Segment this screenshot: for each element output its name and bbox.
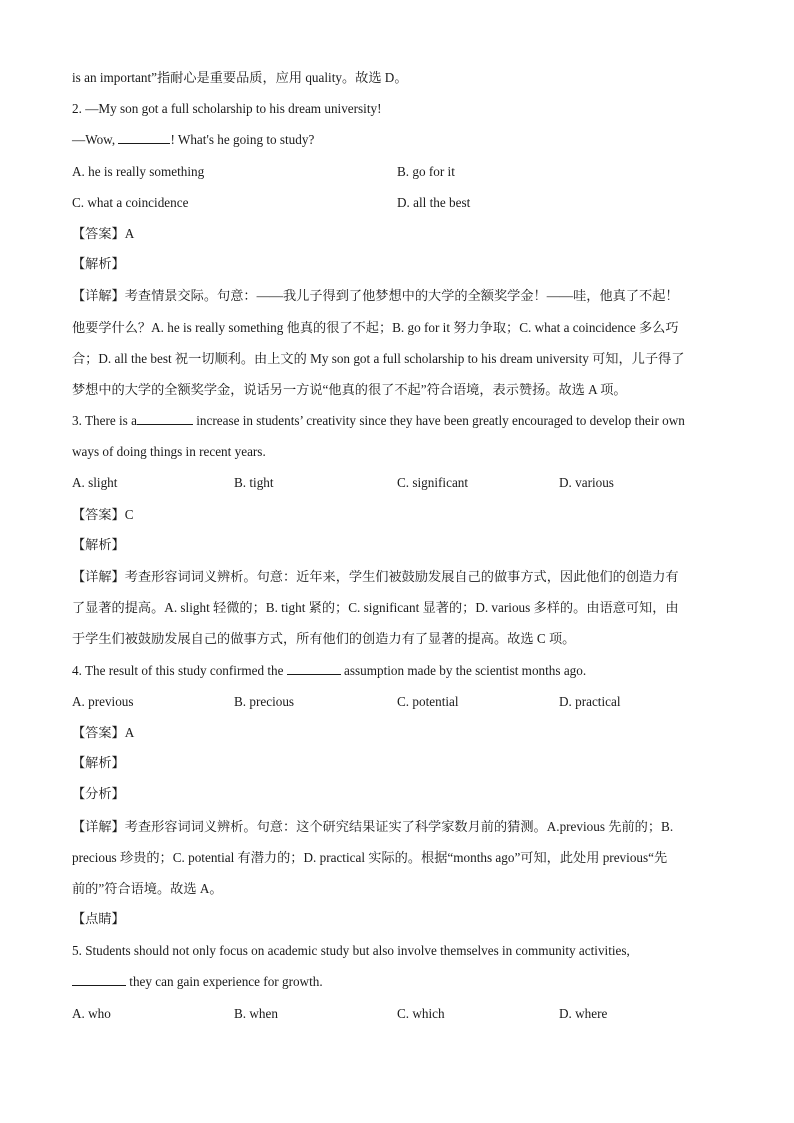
q3-answer bbox=[72, 499, 732, 530]
q4-detail-tag: 【详解】 bbox=[72, 819, 125, 835]
q2-options-row2 bbox=[72, 187, 732, 218]
q4-option-d: D. practical bbox=[559, 693, 621, 709]
document-page bbox=[72, 62, 732, 1029]
q3-option-d: D. various bbox=[559, 475, 614, 491]
q3-analysis-tag: 【解析】 bbox=[72, 537, 125, 553]
q3-stem-line1 bbox=[72, 405, 732, 436]
q2-stem-part-b: ! What's he going to study? bbox=[170, 132, 315, 148]
q3-detail-line bbox=[72, 561, 732, 592]
q2-detail-line: 合；D. all the best 祝一切顺利。由上文的 My son got a full scholarship to his dream university 可知，儿子得了 bbox=[72, 350, 685, 366]
q3-detail-text: 考查形容词词义辨析。句意：近年来，学生们被鼓励发展自己的做事方式，因此他们的创造力有 bbox=[124, 569, 679, 584]
q3-option-c: C. significant bbox=[397, 475, 469, 491]
q4-answer-value: A bbox=[124, 724, 135, 740]
q2-detail-line bbox=[72, 280, 732, 311]
q5-stem-line1: 5. Students should not only focus on academic study but also involve themselves in community activities, bbox=[72, 943, 630, 959]
q2-stem-part-a: —Wow, bbox=[72, 132, 119, 148]
q4-detail-line: precious 珍贵的；C. potential 有潜力的；D. practical 实际的。根据“months ago”可知，此处用 previous“先 bbox=[72, 849, 668, 865]
q3-options bbox=[72, 467, 732, 498]
q4-analysis-tag: 【解析】 bbox=[72, 756, 125, 772]
q4-detail-text: 考查形容词词义辨析。句意：这个研究结果证实了科学家数月前的猜测。A.previous 先前的；B. bbox=[124, 818, 674, 834]
q5-option-c: C. which bbox=[397, 1005, 445, 1021]
q4-answer-tag: 【答案】 bbox=[72, 725, 125, 741]
q4-fenxi-tag: 【分析】 bbox=[72, 787, 125, 803]
q3-answer-value: C bbox=[124, 506, 134, 522]
q2-option-b: B. go for it bbox=[397, 163, 455, 179]
q2-option-d: D. all the best bbox=[397, 194, 471, 210]
q3-option-b: B. tight bbox=[234, 475, 274, 491]
q3-answer-tag: 【答案】 bbox=[72, 507, 125, 523]
q5-option-d: D. where bbox=[559, 1005, 608, 1021]
q5-option-a: A. who bbox=[72, 1005, 111, 1021]
q5-option-b: B. when bbox=[234, 1005, 278, 1021]
q2-answer bbox=[72, 218, 732, 249]
q3-detail-line: 于学生们被鼓励发展自己的做事方式，所有他们的创造力有了显著的提高。故选 C 项。 bbox=[72, 631, 576, 647]
q2-option-a: A. he is really something bbox=[72, 163, 205, 179]
q4-answer bbox=[72, 717, 732, 748]
q5-options bbox=[72, 998, 732, 1029]
q4-dianjing-tag: 【点睛】 bbox=[72, 912, 125, 928]
q4-detail-line: 前的”符合语境。故选 A。 bbox=[72, 880, 223, 896]
q2-blank bbox=[118, 131, 170, 144]
q2-answer-tag: 【答案】 bbox=[72, 226, 125, 242]
q2-stem-line2 bbox=[72, 124, 732, 155]
q3-stem-part-a: 3. There is a bbox=[72, 413, 137, 429]
continuation-text: is an important”指耐心是重要品质，应用 quality。故选 D。 bbox=[72, 70, 408, 85]
q2-detail-line: 他要学什么？A. he is really something 他真的很了不起；B. go for it 努力争取；C. what a coincidence 多么巧 bbox=[72, 319, 679, 335]
q5-stem-part-b: they can gain experience for growth. bbox=[126, 974, 323, 990]
q4-detail-line bbox=[72, 811, 732, 842]
q4-option-b: B. precious bbox=[234, 693, 295, 709]
q5-blank bbox=[72, 973, 126, 986]
q4-option-c: C. potential bbox=[397, 693, 459, 709]
q4-blank bbox=[287, 662, 341, 675]
q4-stem-part-a: 4. The result of this study confirmed the bbox=[72, 662, 287, 678]
q4-stem bbox=[72, 655, 732, 686]
q3-stem-line2: ways of doing things in recent years. bbox=[72, 444, 266, 460]
q3-detail-line: 了显著的提高。A. slight 轻微的；B. tight 紧的；C. significant 显著的；D. various 多样的。由语意可知，由 bbox=[72, 600, 679, 616]
q5-stem-line2 bbox=[72, 966, 732, 997]
q2-detail-tag: 【详解】 bbox=[72, 289, 125, 305]
q3-stem-part-b: increase in students’ creativity since they have been greatly encouraged to develop their own bbox=[192, 413, 685, 429]
q3-detail-tag: 【详解】 bbox=[72, 570, 125, 585]
q2-option-c: C. what a coincidence bbox=[72, 194, 189, 210]
q2-analysis-tag: 【解析】 bbox=[72, 257, 125, 273]
q3-blank bbox=[137, 412, 193, 425]
q4-option-a: A. previous bbox=[72, 693, 134, 709]
q3-option-a: A. slight bbox=[72, 475, 118, 491]
q4-options bbox=[72, 686, 732, 717]
q4-stem-part-b: assumption made by the scientist months ago. bbox=[340, 662, 587, 678]
q2-detail-line: 梦想中的大学的全额奖学金，说话另一方说“他真的很了不起”符合语境，表示赞扬。故选 A 项。 bbox=[72, 381, 627, 397]
q2-answer-value: A bbox=[124, 225, 135, 241]
q2-options-row1 bbox=[72, 156, 732, 187]
q2-detail-text: 考查情景交际。句意：——我儿子得到了他梦想中的大学的全额奖学金！——哇，他真了不起！ bbox=[124, 288, 679, 304]
q2-stem-line1: 2. —My son got a full scholarship to his dream university! bbox=[72, 101, 382, 117]
